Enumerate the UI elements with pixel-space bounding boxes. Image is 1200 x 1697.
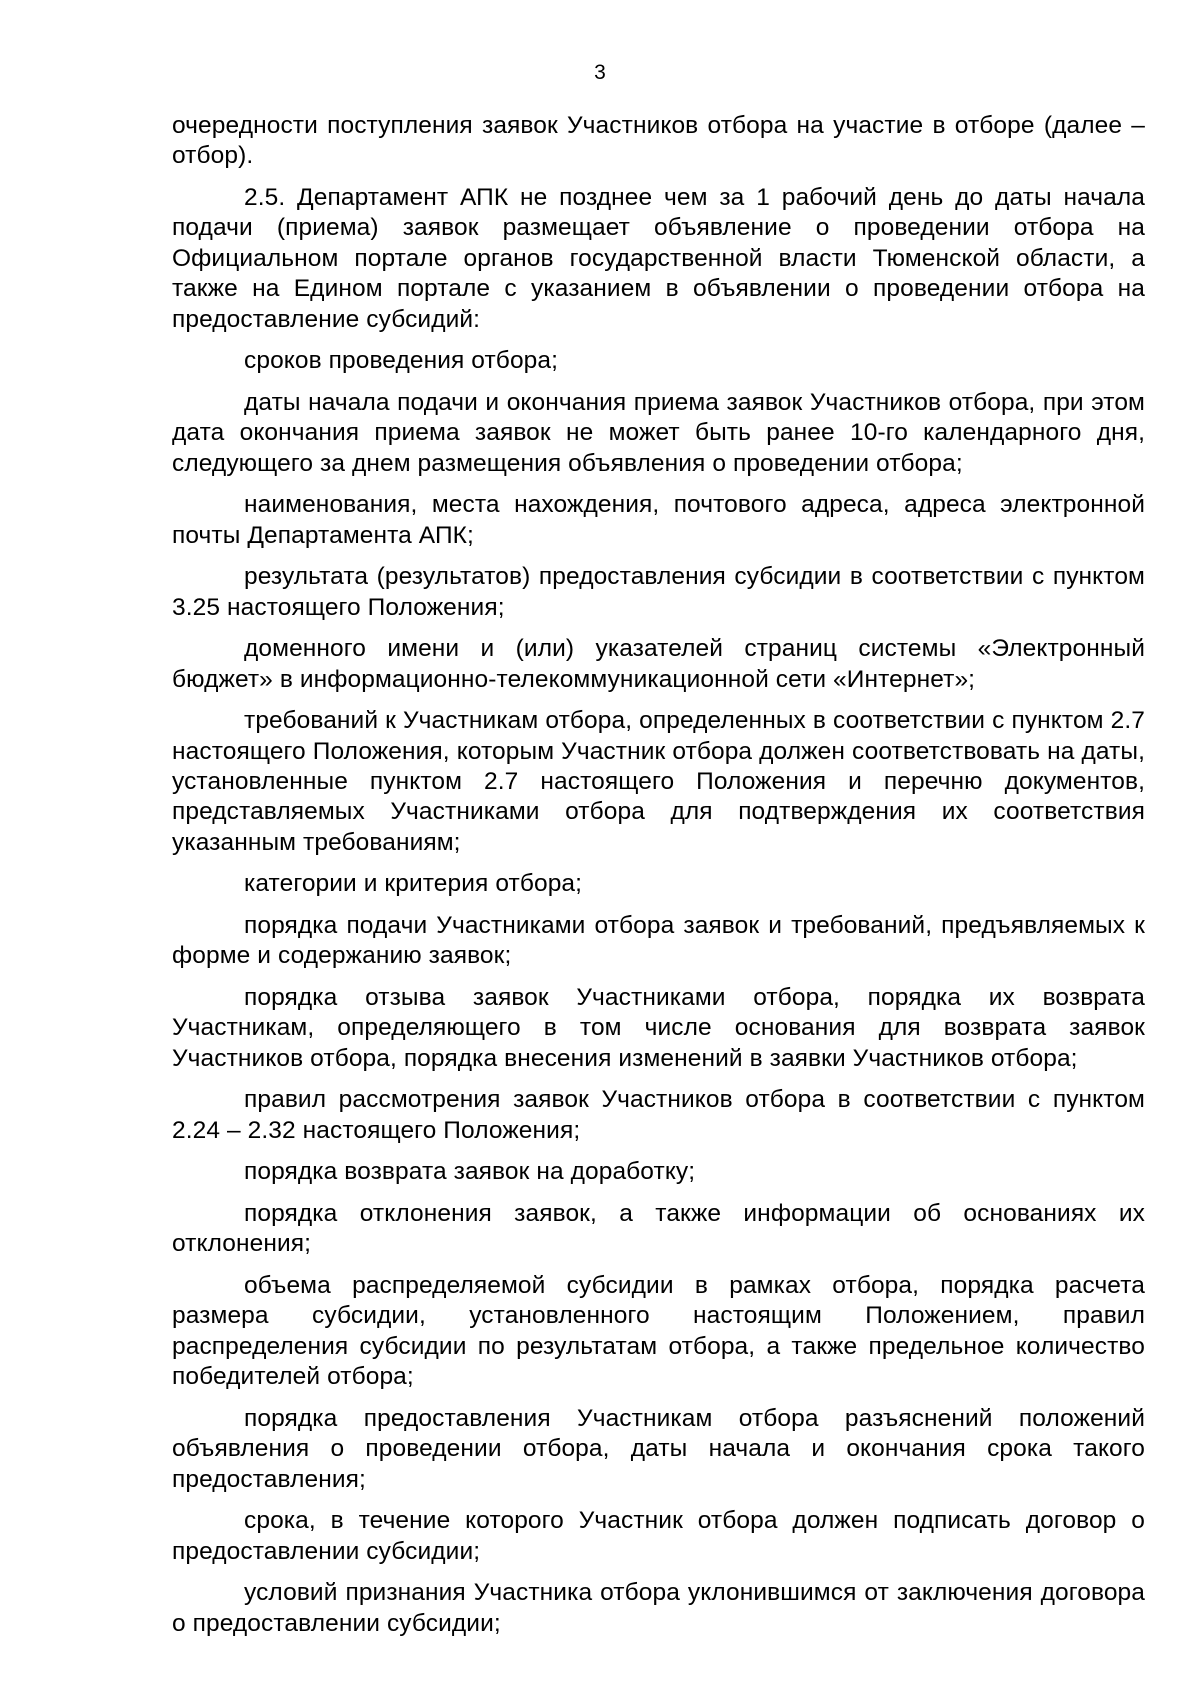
list-item: требований к Участникам отбора, определенных в соответствии с пунктом 2.7 настоящего Положения, которым Участник отбора должен соответствовать на даты, установленные пунктом 2.7 настоящего Положения и перечню документов, представляемых Участниками отбора для подтверждения их соответствия указанным требованиям;: [172, 707, 1145, 856]
list-item: порядка отклонения заявок, а также информации об основаниях их отклонения;: [172, 1200, 1145, 1258]
list-item: условий признания Участника отбора уклонившимся от заключения договора о предоставлении субсидии;: [172, 1579, 1145, 1637]
list-item: правил рассмотрения заявок Участников отбора в соответствии с пунктом 2.24 – 2.32 настоящего Положения;: [172, 1086, 1145, 1144]
list-item: наименования, места нахождения, почтового адреса, адреса электронной почты Департамента АПК;: [172, 491, 1145, 549]
list-item: категории и критерия отбора;: [244, 870, 583, 898]
list-item: порядка подачи Участниками отбора заявок и требований, предъявляемых к форме и содержанию заявок;: [172, 912, 1145, 970]
paragraph-continuation: очередности поступления заявок Участников отбора на участие в отборе (далее – отбор).: [172, 112, 1145, 170]
list-item: порядка возврата заявок на доработку;: [244, 1158, 696, 1186]
document-body: [172, 111, 1145, 1650]
list-item: срока, в течение которого Участник отбора должен подписать договор о предоставлении субсидии;: [172, 1507, 1145, 1565]
list-item: результата (результатов) предоставления субсидии в соответствии с пунктом 3.25 настоящего Положения;: [172, 563, 1145, 621]
list-item: сроков проведения отбора;: [244, 347, 559, 375]
list-item: порядка отзыва заявок Участниками отбора, порядка их возврата Участникам, определяющего в том числе основания для возврата заявок Участников отбора, порядка внесения изменений в заявки Участников отбора;: [172, 984, 1145, 1072]
paragraph-section-2-5: 2.5. Департамент АПК не позднее чем за 1 рабочий день до даты начала подачи (приема) заявок размещает объявление о проведении отбора на Официальном портале органов государственной власти Тюменской области, а также на Едином портале с указанием в объявлении о проведении отбора на предоставление субсидий:: [172, 184, 1145, 333]
list-item: порядка предоставления Участникам отбора разъяснений положений объявления о проведении отбора, даты начала и окончания срока такого предоставления;: [172, 1404, 1145, 1493]
list-item: объема распределяемой субсидии в рамках отбора, порядка расчета размера субсидии, установленного настоящим Положением, правил распределения субсидии по результатам отбора, а также предельное количество победителей отбора;: [172, 1272, 1145, 1391]
page-number: 3: [594, 61, 606, 84]
list-item: даты начала подачи и окончания приема заявок Участников отбора, при этом дата окончания приема заявок не может быть ранее 10-го календарного дня, следующего за днем размещения объявления о проведении отбора;: [172, 388, 1145, 477]
list-item: доменного имени и (или) указателей страниц системы «Электронный бюджет» в информационно-телекоммуникационной сети «Интернет»;: [172, 635, 1145, 693]
